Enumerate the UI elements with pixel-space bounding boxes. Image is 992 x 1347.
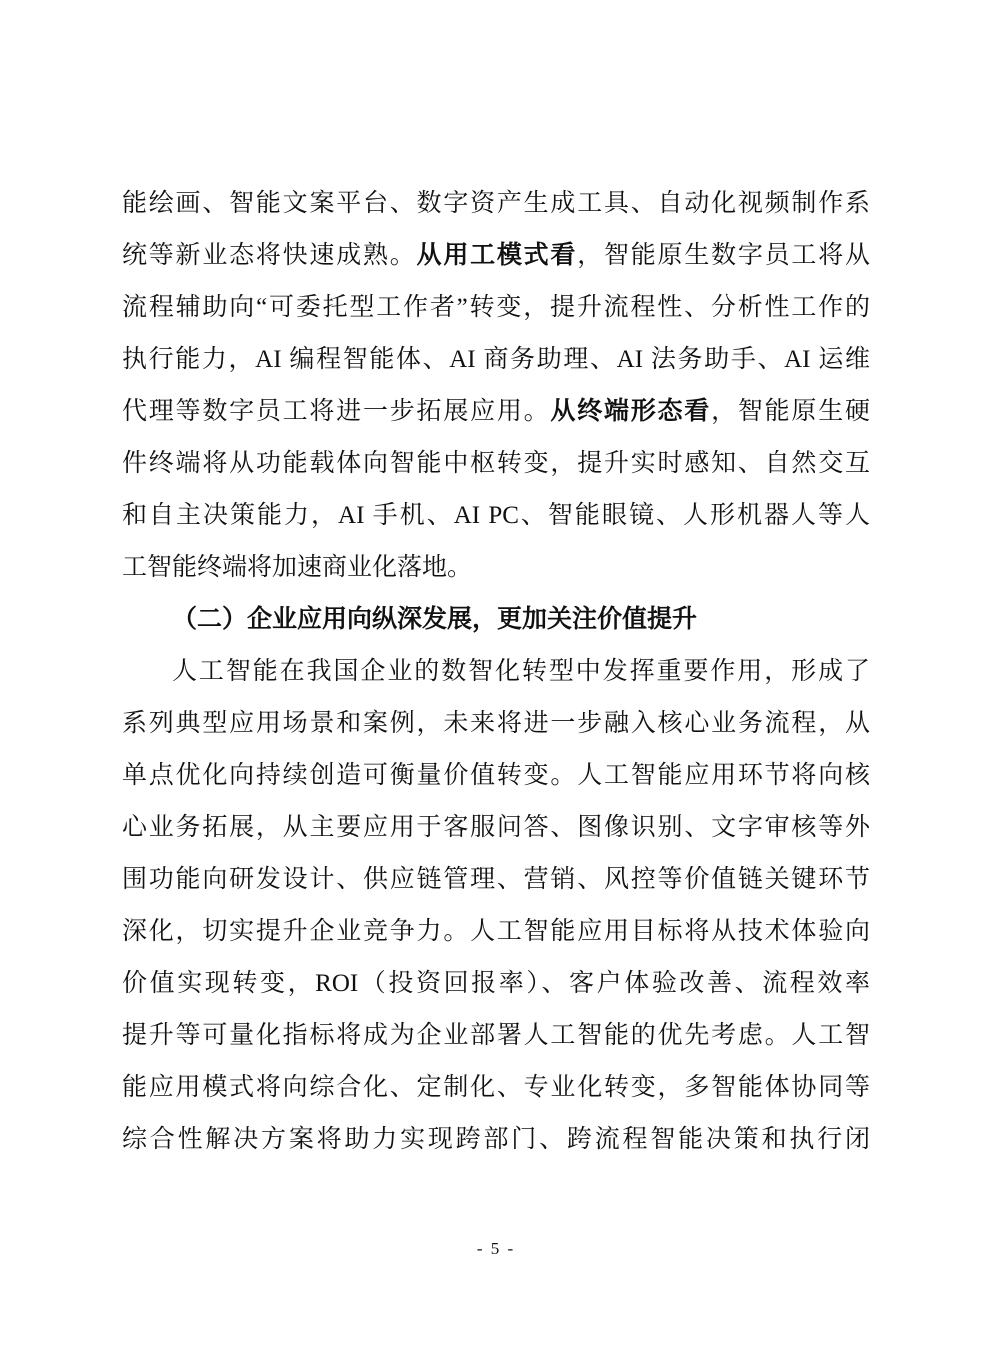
body-text: 价值实现转变，ROI（投资回报率）、客户体验改善、流程效率 xyxy=(122,970,870,997)
body-text: 能应用模式将向综合化、定制化、专业化转变，多智能体协同等 xyxy=(122,1074,870,1101)
text-line xyxy=(122,750,870,802)
bold-emphasis-text: （二）企业应用向纵深发展，更加关注价值提升 xyxy=(172,606,698,633)
body-text: ，智能原生数字员工将从 xyxy=(577,242,870,269)
text-line xyxy=(122,386,870,438)
text-line xyxy=(122,230,870,282)
text-line xyxy=(122,490,870,542)
body-text: 围功能向研发设计、供应链管理、营销、风控等价值链关键环节 xyxy=(122,866,870,893)
text-line xyxy=(122,958,870,1010)
bold-emphasis-text: 从用工模式看 xyxy=(416,242,578,269)
body-text: 和自主决策能力，AI 手机、AI PC、智能眼镜、人形机器人等人 xyxy=(122,502,870,529)
text-line xyxy=(122,1062,870,1114)
section-heading xyxy=(122,594,870,646)
text-line xyxy=(122,1114,870,1166)
text-line xyxy=(122,334,870,386)
text-line xyxy=(122,854,870,906)
body-text: 深化，切实提升企业竞争力。人工智能应用目标将从技术体验向 xyxy=(122,918,870,945)
body-text: ，智能原生硬 xyxy=(711,398,870,425)
body-text: 提升等可量化指标将成为企业部署人工智能的优先考虑。人工智 xyxy=(122,1022,870,1049)
body-text: 执行能力，AI 编程智能体、AI 商务助理、AI 法务助手、AI 运维 xyxy=(122,346,870,373)
body-text: 统等新业态将快速成熟。 xyxy=(122,242,417,269)
body-text: 系列典型应用场景和案例，未来将进一步融入核心业务流程，从 xyxy=(122,710,870,737)
body-text: 件终端将从功能载体向智能中枢转变，提升实时感知、自然交互 xyxy=(122,450,870,477)
body-text: 工智能终端将加速商业化落地。 xyxy=(122,554,473,581)
text-line xyxy=(122,282,870,334)
text-line xyxy=(122,438,870,490)
body-text: 代理等数字员工将进一步拓展应用。 xyxy=(122,398,551,425)
bold-emphasis-text: 从终端形态看 xyxy=(550,398,712,425)
body-text: 流程辅助向“可委托型工作者”转变，提升流程性、分析性工作的 xyxy=(122,294,870,321)
text-line xyxy=(122,698,870,750)
text-line xyxy=(122,906,870,958)
body-text: 能绘画、智能文案平台、数字资产生成工具、自动化视频制作系 xyxy=(122,190,870,217)
text-block xyxy=(122,178,870,1166)
body-text: 综合性解决方案将助力实现跨部门、跨流程智能决策和执行闭 xyxy=(122,1126,870,1153)
text-line xyxy=(122,646,870,698)
text-line xyxy=(122,542,870,594)
body-text: 心业务拓展，从主要应用于客服问答、图像识别、文字审核等外 xyxy=(122,814,870,841)
body-text: 单点优化向持续创造可衡量价值转变。人工智能应用环节将向核 xyxy=(122,762,870,789)
body-text: 人工智能在我国企业的数智化转型中发挥重要作用，形成了 xyxy=(172,658,870,685)
text-line xyxy=(122,178,870,230)
page-number: - 5 - xyxy=(476,1239,516,1258)
text-line xyxy=(122,1010,870,1062)
text-line xyxy=(122,802,870,854)
